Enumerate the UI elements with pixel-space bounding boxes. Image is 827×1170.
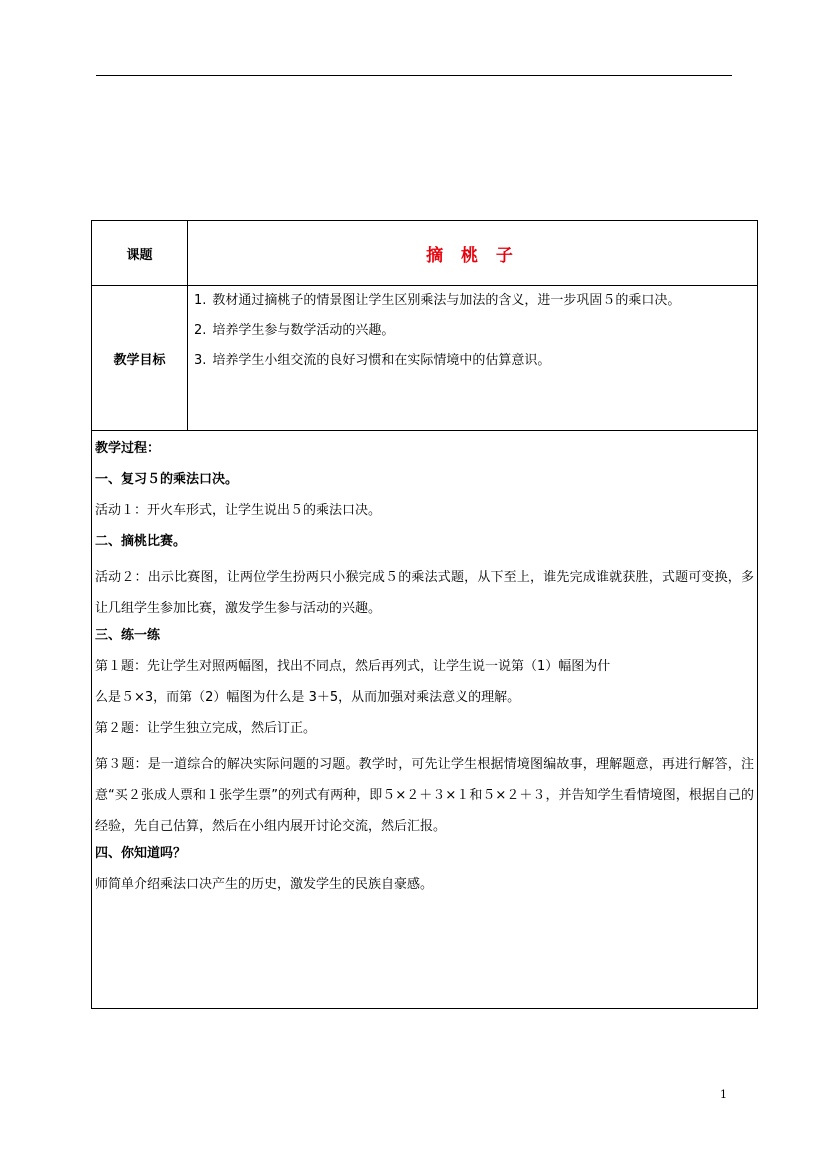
section4-title: 四、你知道吗？ <box>95 846 187 861</box>
exercise3-text: 第３题：是一道综合的解决实际问题的习题。教学时，可先让学生根据情境图编故事，理解题意，再进行解答，注意“买２张成人票和１张学生票”的列式有两种，即５×２＋３×１和５×２＋３，并告知学生看情境图，根据自己的经验，先自己估算，然后在小组内展开讨论交流，然后汇报。 <box>95 757 754 834</box>
goal-number: 3. <box>194 353 207 368</box>
goals-label: 教学目标 <box>92 286 188 431</box>
process-heading: 教学过程： <box>95 441 161 456</box>
section4-text: 师简单介绍乘法口决产生的历史，激发学生的民族自豪感。 <box>95 877 434 892</box>
goals-row <box>92 286 758 431</box>
goal-text: 培养学生参与数学活动的兴趣。 <box>212 323 395 338</box>
section2-text: 活动２：出示比赛图，让两位学生扮两只小猴完成５的乘法式题，从下至上，谁先完成谁就获胜，式题可变换，多让几组学生参加比赛，激发学生参与活动的兴趣。 <box>95 570 754 616</box>
section1-text: 活动１：开火车形式，让学生说出５的乘法口决。 <box>95 503 382 518</box>
exercise1-line2: 么是５×3，而第（2）幅图为什么是 3＋5，从而加强对乘法意义的理解。 <box>95 690 521 705</box>
header-rule <box>96 75 732 76</box>
process-row <box>92 431 758 1009</box>
topic-label: 课题 <box>92 221 188 286</box>
section3-title: 三、练一练 <box>95 628 161 643</box>
goal-item <box>194 321 751 341</box>
goal-number: 1. <box>194 293 207 308</box>
section1-title: 一、复习５的乘法口决。 <box>95 472 239 487</box>
goals-cell <box>188 286 758 431</box>
goal-text: 培养学生小组交流的良好习惯和在实际情境中的估算意识。 <box>212 353 551 368</box>
process-cell <box>92 431 758 1009</box>
goal-text: 教材通过摘桃子的情景图让学生区别乘法与加法的含义，进一步巩固５的乘口决。 <box>212 293 681 308</box>
lesson-title: 摘 桃 子 <box>188 221 758 286</box>
goal-item <box>194 291 751 311</box>
goal-number: 2. <box>194 323 207 338</box>
exercise2-text: 第２题：让学生独立完成，然后订正。 <box>95 721 317 736</box>
page-number: 1 <box>720 1088 727 1101</box>
exercise1-line1: 第１题：先让学生对照两幅图，找出不同点，然后再列式，让学生说一说第（1）幅图为什 <box>95 659 611 674</box>
goal-item <box>194 351 751 371</box>
topic-row <box>92 221 758 286</box>
lesson-plan-table <box>91 220 758 1009</box>
section2-title: 二、摘桃比赛。 <box>95 534 187 549</box>
